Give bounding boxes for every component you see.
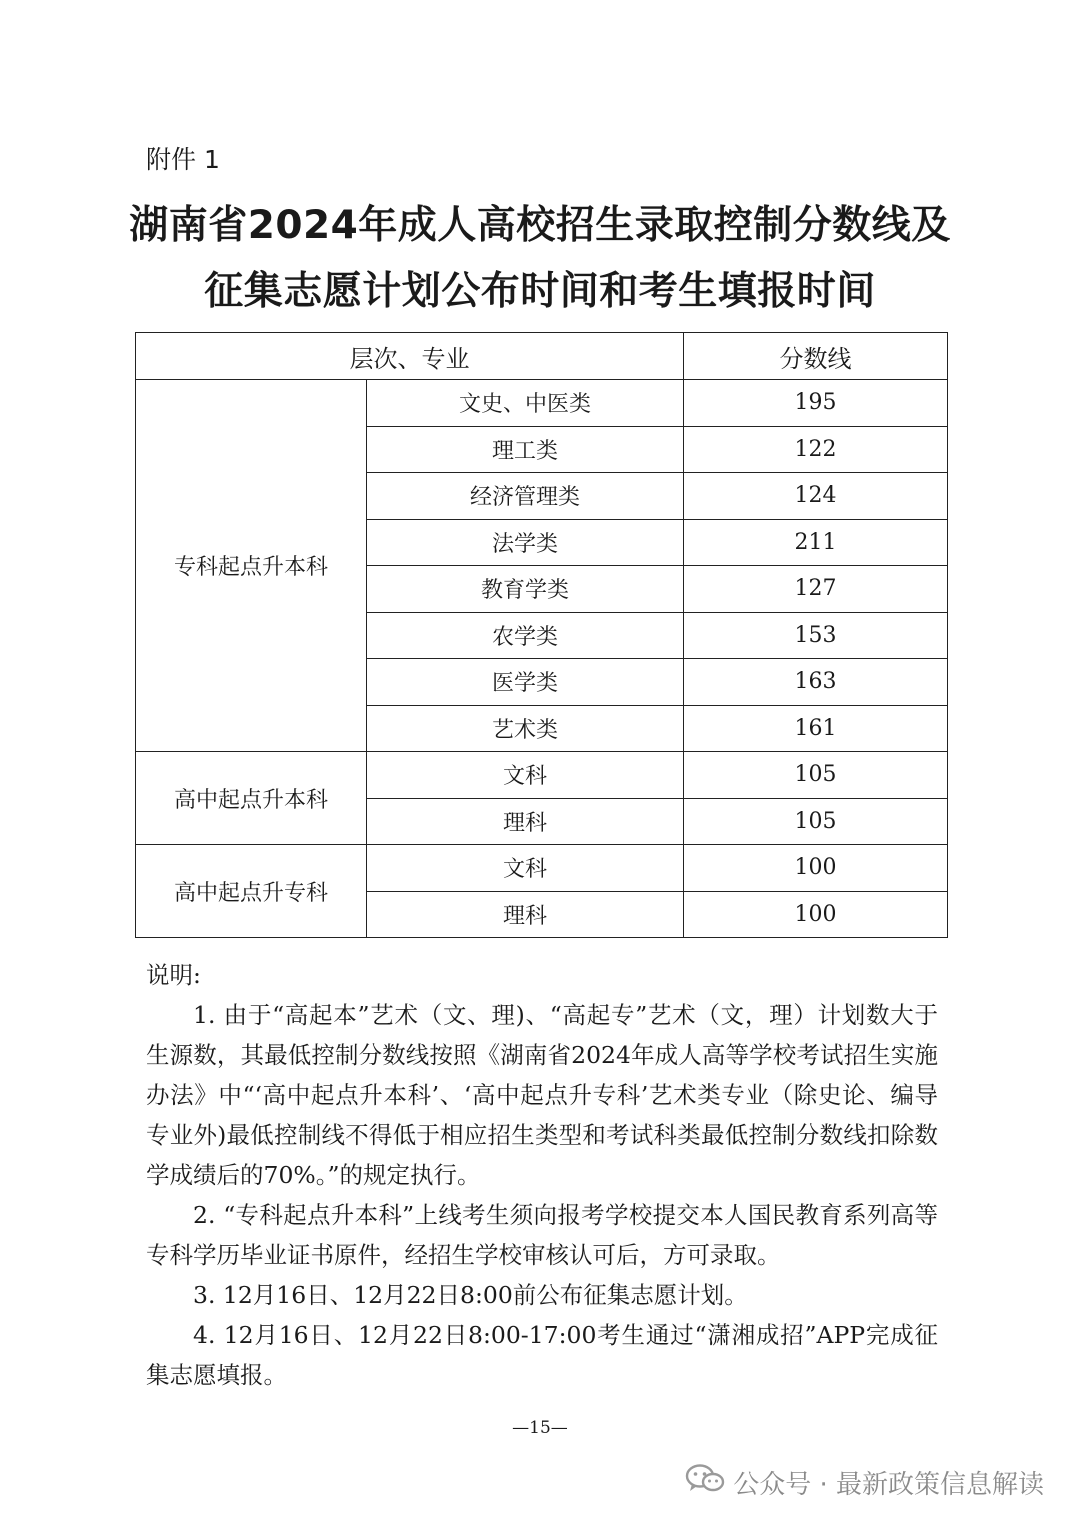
major-cell: 经济管理类 — [367, 473, 684, 520]
score-cell: 195 — [684, 380, 948, 427]
score-cell: 124 — [684, 473, 948, 520]
table-row — [136, 752, 948, 799]
watermark-text: 公众号 · 最新政策信息解读 — [733, 1470, 1044, 1500]
header-level-major: 层次、专业 — [136, 333, 684, 380]
level-cell: 高中起点升本科 — [136, 752, 367, 845]
major-cell: 法学类 — [367, 519, 684, 566]
major-cell: 农学类 — [367, 612, 684, 659]
table-row — [136, 845, 948, 892]
major-cell: 医学类 — [367, 659, 684, 706]
score-cell: 127 — [684, 566, 948, 613]
major-cell: 理科 — [367, 891, 684, 938]
major-cell: 理工类 — [367, 426, 684, 473]
score-cell: 211 — [684, 519, 948, 566]
score-cell: 100 — [684, 891, 948, 938]
note-item-4: 4. 12月16日、12月22日8:00-17:00考生通过“潇湘成招”APP完成征集志愿填报。 — [146, 1321, 938, 1389]
table-row — [136, 380, 948, 427]
level-cell: 高中起点升专科 — [136, 845, 367, 938]
major-cell: 教育学类 — [367, 566, 684, 613]
page-number: —15— — [512, 1418, 568, 1438]
header-score: 分数线 — [684, 333, 948, 380]
document-title-line-2: 征集志愿计划公布时间和考生填报时间 — [204, 269, 876, 314]
major-cell: 文科 — [367, 752, 684, 799]
attachment-label: 附件 1 — [146, 145, 220, 174]
score-cell: 161 — [684, 705, 948, 752]
score-cell: 100 — [684, 845, 948, 892]
score-cell: 122 — [684, 426, 948, 473]
document-title-line-1: 湖南省2024年成人高校招生录取控制分数线及 — [129, 203, 951, 248]
major-cell: 文科 — [367, 845, 684, 892]
note-item-2: 2. “专科起点升本科”上线考生须向报考学校提交本人国民教育系列高等专科学历毕业证书原件，经招生学校审核认可后，方可录取。 — [146, 1201, 938, 1269]
note-item-3: 3. 12月16日、12月22日8:00前公布征集志愿计划。 — [193, 1281, 748, 1309]
score-table — [135, 332, 948, 938]
score-cell: 105 — [684, 752, 948, 799]
major-cell: 艺术类 — [367, 705, 684, 752]
major-cell: 文史、中医类 — [367, 380, 684, 427]
notes-label: 说明: — [146, 961, 201, 989]
level-cell: 专科起点升本科 — [136, 380, 367, 752]
wechat-icon — [685, 1463, 725, 1502]
score-cell: 105 — [684, 798, 948, 845]
watermark — [685, 1463, 1044, 1502]
table-header-row — [136, 333, 948, 380]
note-item-1: 1. 由于“高起本”艺术（文、理)、“高起专”艺术（文，理）计划数大于生源数，其最低控制分数线按照《湖南省2024年成人高等学校考试招生实施办法》中“‘高中起点升本科’、‘高中起点升专科’艺术类专业（除史论、编导专业外)最低控制线不得低于相应招生类型和考试科类最低控制分数线扣除数学成绩后的70%。”的规定执行。 — [146, 1001, 938, 1189]
score-cell: 153 — [684, 612, 948, 659]
major-cell: 理科 — [367, 798, 684, 845]
score-cell: 163 — [684, 659, 948, 706]
notes-section — [146, 955, 938, 1395]
